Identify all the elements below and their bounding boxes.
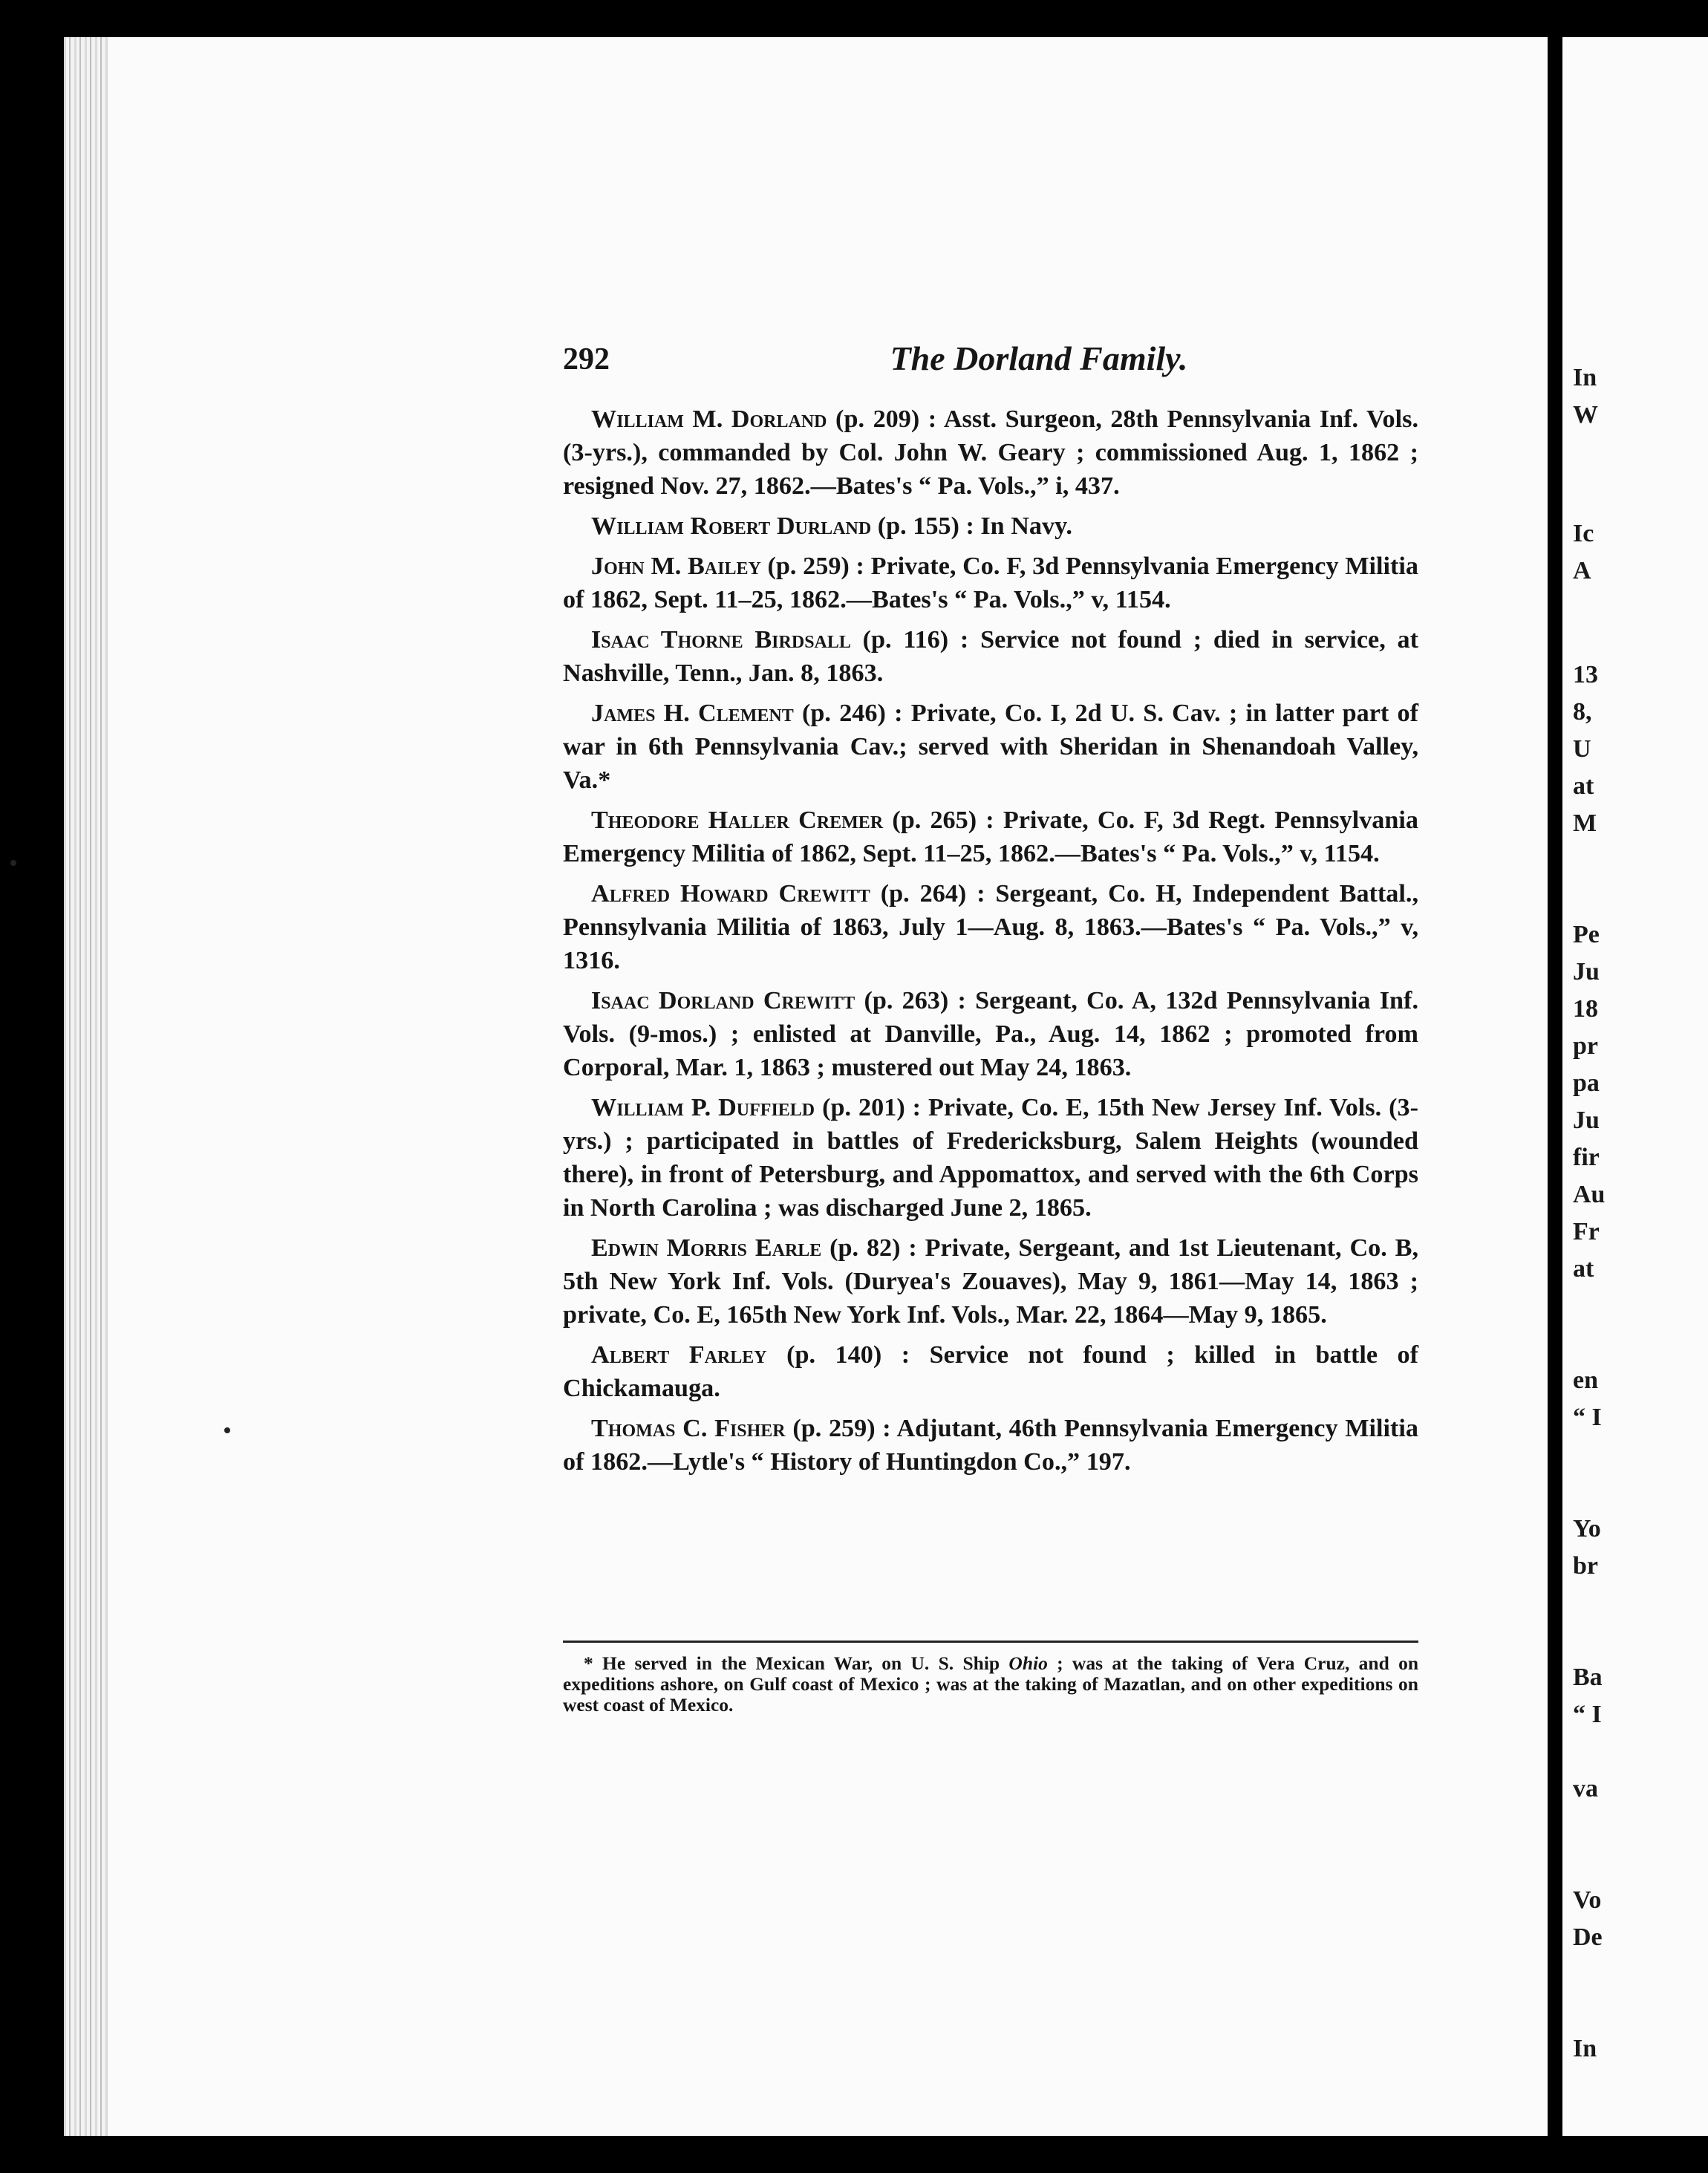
scan-speck (10, 860, 16, 866)
entry (563, 550, 1418, 616)
entry-text: (p. 82) : Private, Sergeant, and 1st Lieutenant, Co. B, 5th New York Inf. Vols. (Duryea's Zouaves), May 9, 1861—May 14, 1863 ; private, Co. E, 165th New York Inf. Vols., Mar. 22, 1864—May 9, 1865. (563, 1234, 1418, 1329)
entry-name: William M. Dorland (591, 405, 827, 433)
facing-page-text: Fr (1573, 1218, 1600, 1245)
entry-name: John M. Bailey (591, 553, 761, 580)
entry-text: (p. 259) : Adjutant, 46th Pennsylvania Emergency Militia of 1862.—Lytle's “ History of Huntingdon Co.,” 197. (563, 1415, 1418, 1476)
facing-page-text: In (1573, 2035, 1597, 2062)
entry-list (563, 403, 1418, 1485)
running-title: The Dorland Family. (890, 339, 1188, 377)
facing-page-text: Ba (1573, 1664, 1603, 1691)
facing-page-text: 8, (1573, 698, 1592, 726)
facing-page-text: De (1573, 1923, 1603, 1951)
facing-page-text: Au (1573, 1181, 1606, 1208)
entry (563, 697, 1418, 797)
facing-page-text: In (1573, 364, 1597, 391)
running-head (563, 339, 1418, 386)
facing-page-text: A (1573, 557, 1591, 584)
footnote (563, 1653, 1418, 1716)
entry (563, 1412, 1418, 1479)
entry-name: Isaac Dorland Crewitt (591, 987, 855, 1014)
entry-text: (p. 116) : Service not found ; died in service, at Nashville, Tenn., Jan. 8, 1863. (563, 626, 1419, 687)
facing-page-text: 18 (1573, 995, 1598, 1023)
entry (563, 877, 1418, 977)
page-edge-stack (64, 37, 108, 2136)
entry (563, 509, 1418, 543)
footnote-text-start: * He served in the Mexican War, on U. S. Ship (584, 1652, 1009, 1674)
facing-page-text: U (1573, 735, 1591, 763)
facing-page-text: en (1573, 1366, 1598, 1394)
scan-top-border (0, 0, 1708, 37)
facing-page-text: Vo (1573, 1886, 1602, 1914)
entry (563, 804, 1418, 870)
book-gutter (1548, 37, 1562, 2136)
facing-page-text: M (1573, 809, 1597, 837)
entry (563, 623, 1418, 690)
entry-name: Isaac Thorne Birdsall (591, 626, 851, 654)
entry (563, 1091, 1418, 1225)
facing-page-fragment (1562, 37, 1708, 2136)
entry-name: Theodore Haller Cremer (591, 807, 884, 834)
scan-speck (224, 1427, 230, 1433)
facing-page-text: pa (1573, 1069, 1600, 1097)
ship-name: Ohio (1008, 1652, 1048, 1674)
facing-page-text: pr (1573, 1032, 1598, 1060)
footnote-rule (563, 1641, 1418, 1643)
entry-name: Thomas C. Fisher (591, 1415, 786, 1442)
entry-text: (p. 155) : In Navy. (871, 512, 1072, 540)
facing-page-text: Ju (1573, 958, 1600, 985)
facing-page-text: br (1573, 1552, 1598, 1580)
entry-text: (p. 246) : Private, Co. I, 2d U. S. Cav. ; in latter part of war in 6th Pennsylvania Cav.; served with Sheridan in Shenandoah Valley, Va.* (563, 700, 1418, 794)
entry (563, 1338, 1418, 1405)
scan-left-border (0, 0, 64, 2173)
facing-page-text: at (1573, 1255, 1594, 1283)
entry-text: (p. 265) : Private, Co. F, 3d Regt. Pennsylvania Emergency Militia of 1862, Sept. 11–25, 1862.—Bates's “ Pa. Vols.,” v, 1154. (563, 807, 1419, 867)
facing-page-text: fir (1573, 1144, 1600, 1171)
facing-page-text: “ I (1573, 1404, 1602, 1431)
entry-name: William P. Duffield (591, 1094, 815, 1121)
entry-name: William Robert Durland (591, 512, 872, 540)
entry (563, 984, 1418, 1084)
entry-name: James H. Clement (591, 700, 794, 727)
facing-page-text: at (1573, 772, 1594, 800)
entry-name: Alfred Howard Crewitt (591, 880, 870, 908)
facing-page-text: Yo (1573, 1515, 1601, 1542)
facing-page-text: Pe (1573, 921, 1600, 948)
entry-text: (p. 209) : Asst. Surgeon, 28th Pennsylvania Inf. Vols. (3-yrs.), commanded by Col. John W. Geary ; commissioned Aug. 1, 1862 ; resigned Nov. 27, 1862.—Bates's “ Pa. Vols.,” i, 437. (563, 405, 1418, 500)
entry-text: (p. 201) : Private, Co. E, 15th New Jersey Inf. Vols. (3-yrs.) ; participated in battles of Fredericksburg, Salem Heights (wounded there), in front of Petersburg, and Appomattox, and served with the 6th Corps in North Carolina ; was discharged June 2, 1865. (563, 1094, 1418, 1222)
facing-page-text: Ic (1573, 520, 1594, 547)
page-number: 292 (563, 342, 610, 377)
entry-text: (p. 259) : Private, Co. F, 3d Pennsylvania Emergency Militia of 1862, Sept. 11–25, 1862.—Bates's “ Pa. Vols.,” v, 1154. (563, 553, 1419, 613)
footnote-text-end: ; was at the taking of Vera Cruz, and on expeditions ashore, on Gulf coast of Mexico ; was at the taking of Mazatlan, and on other expeditions on west coast of Mexico. (563, 1652, 1418, 1716)
facing-page-text: Ju (1573, 1107, 1600, 1134)
entry-text: (p. 140) : Service not found ; killed in battle of Chickamauga. (563, 1341, 1418, 1402)
entry-text: (p. 264) : Sergeant, Co. H, Independent Battal., Pennsylvania Militia of 1863, July 1—Aug. 8, 1863.—Bates's “ Pa. Vols.,” v, 1316. (563, 880, 1418, 974)
entry (563, 1231, 1418, 1332)
entry-name: Edwin Morris Earle (591, 1234, 822, 1262)
facing-page-text: va (1573, 1775, 1598, 1802)
facing-page-text: 13 (1573, 661, 1598, 688)
entry-name: Albert Farley (591, 1341, 767, 1369)
facing-page-text: W (1573, 401, 1598, 429)
entry-text: (p. 263) : Sergeant, Co. A, 132d Pennsylvania Inf. Vols. (9-mos.) ; enlisted at Danville, Pa., Aug. 14, 1862 ; promoted from Corporal, Mar. 1, 1863 ; mustered out May 24, 1863. (563, 987, 1418, 1081)
entry (563, 403, 1418, 503)
facing-page-text: “ I (1573, 1701, 1602, 1728)
